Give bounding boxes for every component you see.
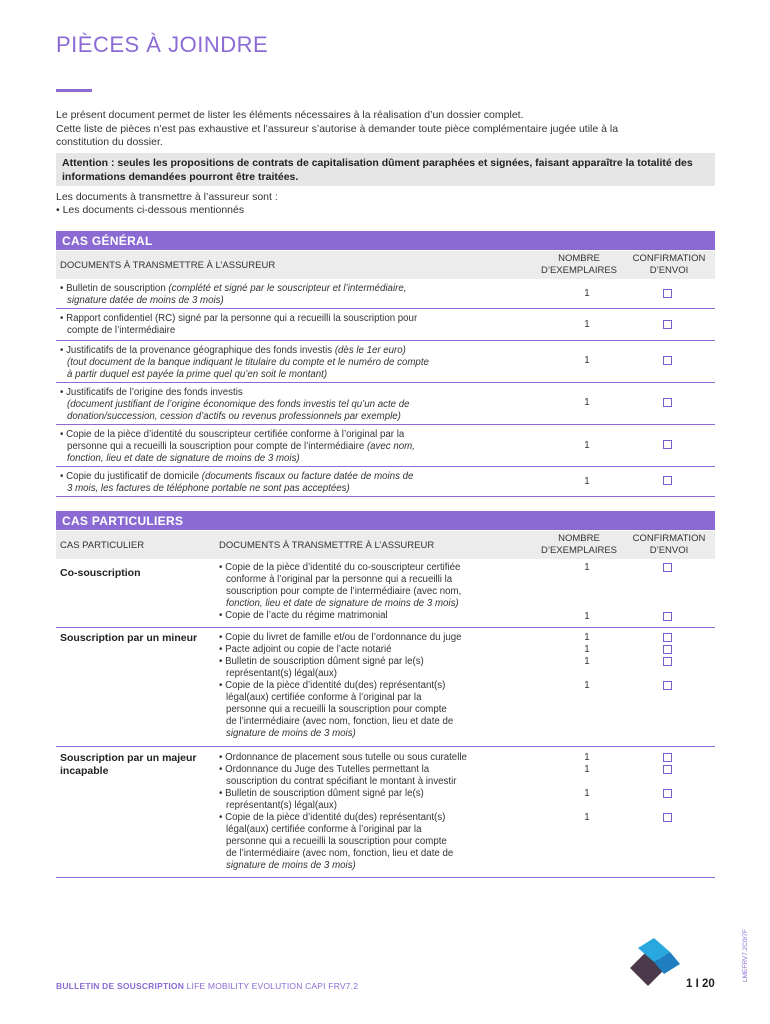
doc-line: signature de moins de 3 mois)	[226, 728, 356, 739]
doc-line: • Pacte adjoint ou copie de l’acte notarié	[219, 644, 392, 655]
doc-line: personne qui a recueilli la souscription pour compte	[226, 836, 447, 847]
col-count-line: D’EXEMPLAIRES	[540, 265, 618, 276]
intro-line: Cette liste de pièces n’est pas exhaustive et l’assureur s’autorise à demander toute pièce complémentaire jugée utile à la	[56, 122, 619, 135]
doc-text: • Justificatifs de la provenance géographique des fonds investis	[60, 345, 335, 356]
confirm-checkbox[interactable]	[663, 289, 672, 298]
case-row-co-souscription	[56, 560, 715, 628]
copies-count: 1	[584, 764, 590, 775]
doc-line: • Copie de la pièce d’identité du(des) représentant(s)	[219, 812, 446, 823]
doc-line: de l’intermédiaire (avec nom, fonction, lieu et date de	[226, 716, 454, 727]
doc-line: • Bulletin de souscription dûment signé par le(s)	[219, 788, 424, 799]
doc-line: • Ordonnance de placement sous tutelle ou sous curatelle	[219, 752, 467, 763]
doc-line: souscription du contrat spécifiant le montant à investir	[226, 776, 457, 787]
doc-line: représentant(s) légal(aux)	[226, 800, 337, 811]
case-name	[60, 752, 220, 778]
doc-line: légal(aux) certifiée conforme à l’original par la	[226, 692, 422, 703]
confirm-checkbox[interactable]	[663, 753, 672, 762]
confirm-checkbox[interactable]	[663, 681, 672, 690]
col-confirm-label	[624, 253, 714, 277]
page-number: 1 I 20	[686, 978, 715, 990]
general-column-header	[56, 251, 715, 279]
confirm-checkbox[interactable]	[663, 657, 672, 666]
doc-note: (tout document de la banque indiquant le titulaire du compte et le numéro de compte	[67, 357, 429, 368]
doc-note: (complété et signé par le souscripteur et l’intermédiaire,	[168, 283, 407, 294]
doc-text: • Rapport confidentiel (RC) signé par la personne qui a recueilli la souscription pour	[60, 313, 418, 324]
doc-note: (avec nom,	[366, 441, 415, 452]
col-count-label	[534, 253, 624, 277]
brand-logo-icon	[624, 938, 680, 986]
confirm-checkbox[interactable]	[663, 398, 672, 407]
doc-line: • Copie du livret de famille et/ou de l’ordonnance du juge	[219, 632, 462, 643]
page-title: PIÈCES À JOINDRE	[56, 32, 269, 57]
copies-count: 1	[584, 788, 590, 799]
transmit-line: • Les documents ci-dessous mentionnés	[56, 204, 245, 216]
col-count-line: NOMBRE	[558, 253, 600, 264]
doc-line: personne qui a recueilli la souscription pour compte	[226, 704, 447, 715]
doc-note: (document justifiant de l’origine économique des fonds investis tel qu’un acte de	[67, 399, 410, 410]
doc-line: • Copie de la pièce d’identité du(des) représentant(s)	[219, 680, 446, 691]
confirm-checkbox[interactable]	[663, 765, 672, 774]
confirm-checkbox[interactable]	[663, 645, 672, 654]
doc-line: de l’intermédiaire (avec nom, fonction, lieu et date de	[226, 848, 454, 859]
copies-count: 1	[584, 656, 590, 667]
confirm-checkbox[interactable]	[663, 633, 672, 642]
confirm-checkbox[interactable]	[663, 789, 672, 798]
doc-line: • Copie de la pièce d’identité du co-souscripteur certifiée	[219, 562, 461, 573]
case-docs	[219, 752, 519, 872]
copies-count: 1	[584, 611, 590, 622]
attention-box: Attention : seules les propositions de contrats de capitalisation dûment paraphées et signées, faisant apparaître la totalité des informations demandées pourront être traitées.	[56, 153, 715, 186]
doc-text: personne qui a recueilli la souscription pour compte de l’intermédiaire	[67, 441, 367, 452]
copies-count: 1	[584, 562, 590, 573]
doc-note: à partir duquel est payée la prime quel qu’en soit le montant)	[67, 369, 328, 380]
table-row	[56, 426, 715, 467]
col-docs-label: DOCUMENTS À TRANSMETTRE À L’ASSUREUR	[219, 539, 435, 551]
confirm-checkbox[interactable]	[663, 612, 672, 621]
doc-line: représentant(s) légal(aux)	[226, 668, 337, 679]
confirm-checkbox[interactable]	[663, 813, 672, 822]
col-confirm-line: D’ENVOI	[649, 265, 689, 276]
col-count-label	[534, 533, 624, 557]
copies-count: 1	[584, 680, 590, 691]
doc-note: (dès le 1er euro)	[334, 345, 406, 356]
doc-text: • Justificatifs de l’origine des fonds investis	[60, 387, 243, 398]
case-docs	[219, 632, 519, 740]
confirm-checkbox[interactable]	[663, 356, 672, 365]
doc-note: (documents fiscaux ou facture datée de moins de	[201, 471, 414, 482]
col-count-line: D’EXEMPLAIRES	[540, 545, 618, 556]
doc-line: • Bulletin de souscription dûment signé par le(s)	[219, 656, 424, 667]
intro-line: constitution du dossier.	[56, 136, 163, 148]
doc-line: • Ordonnance du Juge des Tutelles permettant la	[219, 764, 430, 775]
doc-line: souscription pour compte de l’intermédiaire (avec nom,	[226, 586, 462, 597]
col-confirm-line: CONFIRMATION	[632, 533, 706, 544]
confirm-checkbox[interactable]	[663, 563, 672, 572]
doc-line: signature de moins de 3 mois)	[226, 860, 356, 871]
table-row	[56, 342, 715, 383]
copies-count: 1	[584, 644, 590, 655]
doc-text: compte de l’intermédiaire	[67, 325, 176, 336]
table-row	[56, 384, 715, 425]
copies-count: 1	[584, 288, 590, 299]
copies-count: 1	[584, 440, 590, 451]
doc-text: • Bulletin de souscription	[60, 283, 169, 294]
copies-count: 1	[584, 476, 590, 487]
intro-line: Le présent document permet de lister les éléments nécessaires à la réalisation d’un dossier complet.	[56, 109, 524, 121]
doc-line: conforme à l’original par la personne qui a recueilli la	[226, 574, 453, 585]
case-row-mineur	[56, 629, 715, 747]
doc-line: • Copie de l’acte du régime matrimonial	[219, 610, 388, 621]
doc-line: légal(aux) certifiée conforme à l’original par la	[226, 824, 422, 835]
case-name: Souscription par un mineur	[60, 632, 198, 644]
doc-text: • Copie de la pièce d’identité du souscripteur certifiée conforme à l’original par la	[60, 429, 405, 440]
doc-text: • Copie du justificatif de domicile	[60, 471, 202, 482]
copies-count: 1	[584, 319, 590, 330]
section-header-particular: CAS PARTICULIERS	[56, 511, 715, 530]
case-name-line: Souscription par un majeur	[60, 752, 197, 764]
footer-doc-title-rest: LIFE MOBILITY EVOLUTION CAPI FRV7.2	[184, 981, 359, 991]
col-confirm-label	[624, 533, 714, 557]
case-name: Co-souscription	[60, 567, 141, 579]
col-docs-label: DOCUMENTS À TRANSMETTRE À L’ASSUREUR	[60, 259, 276, 271]
footer-doc-title-bold: BULLETIN DE SOUSCRIPTION	[56, 981, 185, 991]
case-name-line: incapable	[60, 765, 109, 777]
side-reference-code: LMEFRV7.2C0/7F	[742, 929, 749, 982]
table-row	[56, 280, 715, 309]
section-header-general: CAS GÉNÉRAL	[56, 231, 715, 250]
table-row	[56, 310, 715, 341]
footer-doc-title	[56, 981, 358, 991]
intro-text	[56, 109, 716, 150]
col-case-label: CAS PARTICULIER	[60, 539, 145, 551]
col-confirm-line: CONFIRMATION	[632, 253, 706, 264]
transmit-line: Les documents à transmettre à l’assureur sont :	[56, 191, 278, 203]
col-confirm-line: D’ENVOI	[649, 545, 689, 556]
case-docs	[219, 562, 519, 622]
copies-count: 1	[584, 752, 590, 763]
confirm-checkbox[interactable]	[663, 320, 672, 329]
copies-count: 1	[584, 355, 590, 366]
doc-note: signature datée de moins de 3 mois)	[67, 295, 224, 306]
case-row-majeur-incapable	[56, 748, 715, 878]
copies-count: 1	[584, 397, 590, 408]
transmit-text	[56, 191, 278, 217]
doc-line: fonction, lieu et date de signature de moins de 3 mois)	[226, 598, 459, 609]
col-count-line: NOMBRE	[558, 533, 600, 544]
confirm-checkbox[interactable]	[663, 476, 672, 485]
confirm-checkbox[interactable]	[663, 440, 672, 449]
table-row	[56, 468, 715, 497]
particular-column-header	[56, 531, 715, 559]
title-underline	[56, 89, 92, 92]
doc-note: fonction, lieu et date de signature de moins de 3 mois)	[67, 453, 300, 464]
doc-note: 3 mois, les factures de téléphone portable ne sont pas acceptées)	[67, 483, 350, 494]
copies-count: 1	[584, 632, 590, 643]
copies-count: 1	[584, 812, 590, 823]
doc-note: donation/succession, cession d’actifs ou revenus professionnels par exemple)	[67, 411, 401, 422]
